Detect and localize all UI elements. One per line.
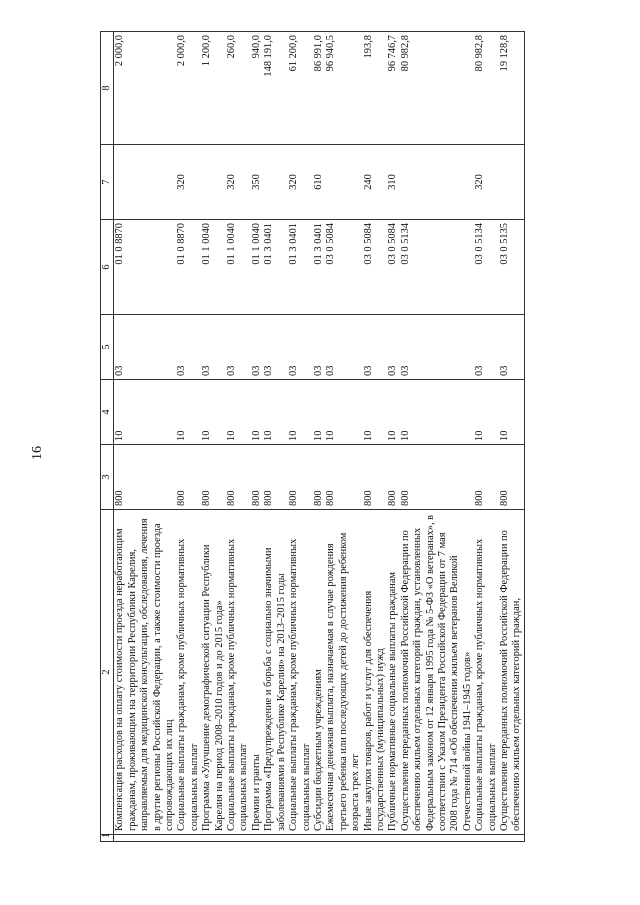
budget-table: [100, 31, 525, 842]
code-cell-3: 800: [474, 445, 499, 510]
row-number-cell: [474, 835, 499, 842]
amount-cell: 61 200,0: [288, 32, 313, 145]
row-number-cell: [176, 835, 201, 842]
subsection-cell: 03: [226, 315, 251, 380]
table-row: [251, 32, 263, 842]
expense-type-cell: 350: [251, 145, 263, 220]
expense-type-cell: [114, 145, 177, 220]
header-col-1: 1: [101, 835, 114, 842]
target-article-cell: 03 0 5134: [400, 220, 474, 315]
item-name-cell: Ежемесячная денежная выплата, назначаемая в случае рождения третьего ребенка или последующих детей до достижения ребенком возраста трех лет: [325, 510, 362, 835]
subsection-cell: 03: [288, 315, 313, 380]
table-row: [499, 32, 524, 842]
item-name-cell: Премии и гранты: [251, 510, 263, 835]
target-article-cell: 01 3 0401: [288, 220, 313, 315]
amount-cell: 96 746,7: [387, 32, 399, 145]
row-number-cell: [400, 835, 474, 842]
item-name-cell: Программа «Предупреждение и борьба с социально значимыми заболеваниями в Республике Карелия» на 2013–2015 годы: [263, 510, 288, 835]
amount-cell: 1 200,0: [201, 32, 226, 145]
subsection-cell: 03: [251, 315, 263, 380]
expense-type-cell: [325, 145, 362, 220]
item-name-cell: Иные закупки товаров, работ и услуг для обеспечения государственных (муниципальных) нужд: [363, 510, 388, 835]
subsection-cell: 03: [114, 315, 177, 380]
table-row: [288, 32, 313, 842]
amount-cell: 148 191,0: [263, 32, 288, 145]
section-cell: 10: [325, 380, 362, 445]
target-article-cell: 01 3 0401: [313, 220, 325, 315]
amount-cell: 19 128,8: [499, 32, 524, 145]
section-cell: 10: [201, 380, 226, 445]
table-row: [263, 32, 288, 842]
amount-cell: 96 940,5: [325, 32, 362, 145]
table-body: [114, 32, 524, 842]
section-cell: 10: [474, 380, 499, 445]
expense-type-cell: 320: [474, 145, 499, 220]
code-cell-3: 800: [325, 445, 362, 510]
expense-type-cell: [499, 145, 524, 220]
target-article-cell: 03 0 5134: [474, 220, 499, 315]
table-row: [226, 32, 251, 842]
code-cell-3: 800: [201, 445, 226, 510]
code-cell-3: 800: [499, 445, 524, 510]
table-row: [387, 32, 399, 842]
target-article-cell: 01 1 0040: [226, 220, 251, 315]
table-row: [325, 32, 362, 842]
subsection-cell: 03: [363, 315, 388, 380]
header-col-4: 4: [101, 380, 114, 445]
row-number-cell: [288, 835, 313, 842]
amount-cell: 193,8: [363, 32, 388, 145]
code-cell-3: 800: [313, 445, 325, 510]
section-cell: 10: [251, 380, 263, 445]
subsection-cell: 03: [400, 315, 474, 380]
code-cell-3: 800: [251, 445, 263, 510]
header-col-8: 8: [101, 32, 114, 145]
section-cell: 10: [288, 380, 313, 445]
item-name-cell: Социальные выплаты гражданам, кроме публичных нормативных социальных выплат: [226, 510, 251, 835]
expense-type-cell: 320: [226, 145, 251, 220]
row-number-cell: [499, 835, 524, 842]
section-cell: 10: [400, 380, 474, 445]
target-article-cell: 01 1 0040: [201, 220, 226, 315]
code-cell-3: 800: [400, 445, 474, 510]
subsection-cell: 03: [325, 315, 362, 380]
expense-type-cell: [400, 145, 474, 220]
section-cell: 10: [263, 380, 288, 445]
amount-cell: 2 000,0: [114, 32, 177, 145]
item-name-cell: Программа «Улучшение демографической ситуации Республики Карелия на период 2008–2010 годов и до 2015 года»: [201, 510, 226, 835]
code-cell-3: 800: [363, 445, 388, 510]
item-name-cell: Осуществление переданных полномочий Российской Федерации по обеспечению жильем отдельных категорий граждан,: [499, 510, 524, 835]
header-col-6: 6: [101, 220, 114, 315]
target-article-cell: 01 3 0401: [263, 220, 288, 315]
code-cell-3: 800: [288, 445, 313, 510]
table-row: [313, 32, 325, 842]
section-cell: 10: [313, 380, 325, 445]
item-name-cell: Осуществление переданных полномочий Российской Федерации по обеспечению жильем отдельных категорий граждан, установленных Федеральным законом от 12 января 1995 года № 5-ФЗ «О ветеранах», в соответствии с Указом Президента Российской Федерации от 7 мая 2008 года № 714 «Об обеспечении жильем ветеранов Великой Отечественной войны 1941–1945 годов»: [400, 510, 474, 835]
section-cell: 10: [226, 380, 251, 445]
code-cell-3: 800: [226, 445, 251, 510]
amount-cell: 2 000,0: [176, 32, 201, 145]
row-number-cell: [226, 835, 251, 842]
table-row: [363, 32, 388, 842]
code-cell-3: 800: [387, 445, 399, 510]
expense-type-cell: [263, 145, 288, 220]
item-name-cell: Публичные нормативные социальные выплаты гражданам: [387, 510, 399, 835]
rotated-table-container: [100, 32, 540, 842]
amount-cell: 86 991,0: [313, 32, 325, 145]
amount-cell: 80 982,8: [474, 32, 499, 145]
amount-cell: 260,0: [226, 32, 251, 145]
table-row: [114, 32, 177, 842]
subsection-cell: 03: [263, 315, 288, 380]
subsection-cell: 03: [499, 315, 524, 380]
expense-type-cell: 320: [176, 145, 201, 220]
target-article-cell: 03 0 5084: [387, 220, 399, 315]
expense-type-cell: 240: [363, 145, 388, 220]
item-name-cell: Субсидии бюджетным учреждениям: [313, 510, 325, 835]
header-col-2: 2: [101, 510, 114, 835]
item-name-cell: Социальные выплаты гражданам, кроме публичных нормативных социальных выплат: [474, 510, 499, 835]
section-cell: 10: [363, 380, 388, 445]
item-name-cell: Социальные выплаты гражданам, кроме публичных нормативных социальных выплат: [288, 510, 313, 835]
subsection-cell: 03: [474, 315, 499, 380]
section-cell: 10: [387, 380, 399, 445]
target-article-cell: 03 0 5084: [325, 220, 362, 315]
subsection-cell: 03: [387, 315, 399, 380]
target-article-cell: 03 0 5084: [363, 220, 388, 315]
code-cell-3: 800: [263, 445, 288, 510]
section-cell: 10: [499, 380, 524, 445]
header-row: [101, 32, 114, 842]
header-col-5: 5: [101, 315, 114, 380]
code-cell-3: 800: [114, 445, 177, 510]
row-number-cell: [251, 835, 263, 842]
subsection-cell: 03: [313, 315, 325, 380]
target-article-cell: 03 0 5135: [499, 220, 524, 315]
expense-type-cell: 310: [387, 145, 399, 220]
code-cell-3: 800: [176, 445, 201, 510]
target-article-cell: 01 0 8870: [176, 220, 201, 315]
table-row: [176, 32, 201, 842]
row-number-cell: [201, 835, 226, 842]
section-cell: 10: [176, 380, 201, 445]
subsection-cell: 03: [176, 315, 201, 380]
subsection-cell: 03: [201, 315, 226, 380]
target-article-cell: 01 1 0040: [251, 220, 263, 315]
target-article-cell: 01 0 8870: [114, 220, 177, 315]
row-number-cell: [387, 835, 399, 842]
row-number-cell: [313, 835, 325, 842]
expense-type-cell: [201, 145, 226, 220]
amount-cell: 80 982,8: [400, 32, 474, 145]
section-cell: 10: [114, 380, 177, 445]
expense-type-cell: 610: [313, 145, 325, 220]
row-number-cell: [263, 835, 288, 842]
amount-cell: 940,0: [251, 32, 263, 145]
item-name-cell: Компенсация расходов на оплату стоимости проезда неработающим гражданам, проживающим на территории Республики Карелия, направляемым для медицинской консультации, обследования, лечения в другие регионы Российской Федерации, а также стоимости проезда сопровождающих их лиц: [114, 510, 177, 835]
page-number: 16: [30, 446, 45, 460]
table-row: [201, 32, 226, 842]
item-name-cell: Социальные выплаты гражданам, кроме публичных нормативных социальных выплат: [176, 510, 201, 835]
expense-type-cell: 320: [288, 145, 313, 220]
row-number-cell: [114, 835, 177, 842]
header-col-3: 3: [101, 445, 114, 510]
table-row: [474, 32, 499, 842]
header-col-7: 7: [101, 145, 114, 220]
row-number-cell: [325, 835, 362, 842]
row-number-cell: [363, 835, 388, 842]
table-row: [400, 32, 474, 842]
